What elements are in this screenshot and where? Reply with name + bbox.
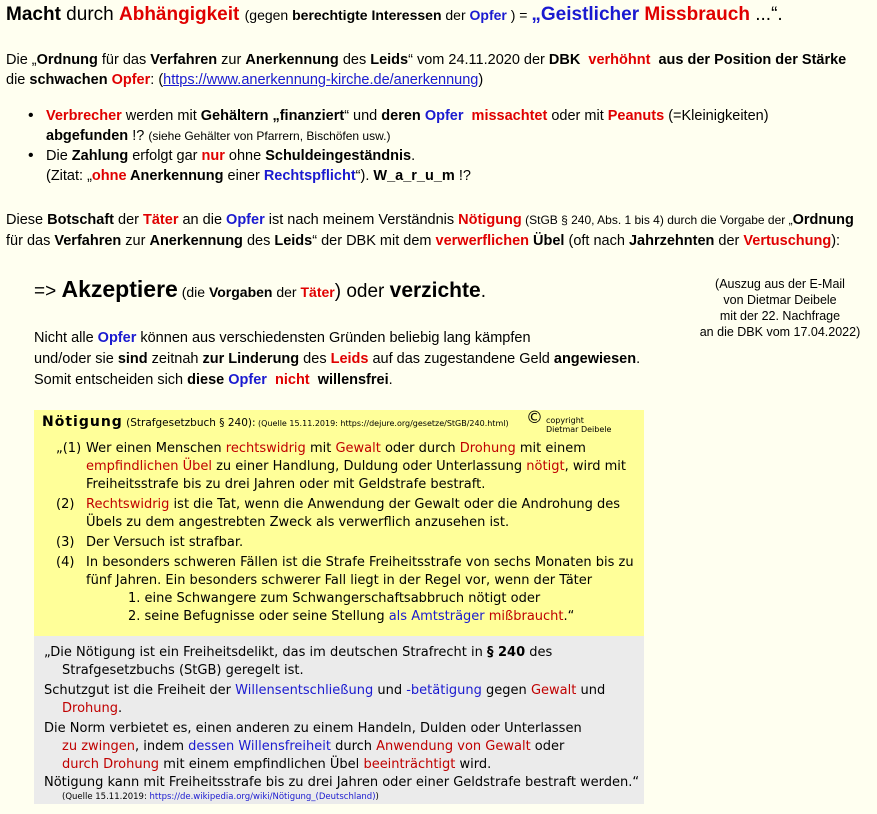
bullet-list [28, 106, 848, 186]
wiki-line-3: Die Norm verbietet es, einen anderen zu einem Handeln, Dulden oder Unterlassen zu zwingen, indem dessen Willensfreiheit durch Anwendung von Gewalt oder durch Drohung mit einem empfindlichen Übel beeinträchtigt wird. [44, 721, 582, 772]
source-note: (Auszug aus der E-Mail von Dietmar Deibele mit der 22. Nachfrage an die DBK vom 17.04.2022) [699, 277, 861, 339]
victims-paragraph: Nicht alle Opfer können aus verschiedensten Gründen beliebig lang kämpfen und/oder sie sind zeitnah zur Linderung des Leids auf das zugestandene Geld angewiesen. Somit entscheiden sich diese Opfer nicht willensfrei. [34, 330, 641, 388]
wikipedia-quote-box [34, 636, 644, 804]
law-paragraph-2: (2) Rechtswidrig ist die Tat, wenn die Anwendung der Gewalt oder die Androhung des Übels zu dem angestrebten Zweck als verwerflich anzusehen ist. [56, 497, 621, 530]
law-paragraph-3: (3) Der Versuch ist strafbar. [56, 535, 244, 550]
copyright-mark: © copyright Dietmar Deibele [526, 408, 612, 434]
intro-paragraph: Die „Ordnung für das Verfahren zur Anerkennung des Leids“ vom 24.11.2020 der DBK verhöhnt aus der Position der Stärke die schwachen Opfer: (https://www.anerkennung-kirche.de/anerkennung) [6, 52, 847, 88]
law-paragraph-4: (4) In besonders schweren Fällen ist die Strafe Freiheitsstrafe von sechs Monaten bis zu fünf Jahren. Ein besonders schwerer Fall liegt in der Regel vor, wenn der Täter 1. eine Schwangere zum Schwangerschaftsabbruch nötigt oder 2. seine Befugnisse oder seine Stellung als Amtsträger mißbraucht.“ [56, 555, 634, 624]
page-title: Macht durch Abhängigkeit (gegen berechtigte Interessen der Opfer ) = „Geistlicher Missbrauch ...“. [6, 4, 783, 25]
wikipedia-link[interactable]: https://de.wikipedia.org/wiki/Nötigung_(Deutschland) [149, 792, 376, 802]
law-heading: Nötigung (Strafgesetzbuch § 240): (Quelle 15.11.2019: https://dejure.org/gesetze/StGB/240.html) [42, 414, 509, 430]
copyright-icon: © [526, 408, 543, 428]
message-paragraph: Diese Botschaft der Täter an die Opfer ist nach meinem Verständnis Nötigung (StGB § 240, Abs. 1 bis 4) durch die Vorgabe der „Ordnung für das Verfahren zur Anerkennung des Leids“ der DBK mit dem verwerflichen Übel (oft nach Jahrzehnten der Vertuschung): [6, 212, 854, 249]
law-paragraph-1: „(1) Wer einen Menschen rechtswidrig mit Gewalt oder durch Drohung mit einem empfindlichen Übel zu einer Handlung, Duldung oder Unterlassung nötigt, wird mit Freiheitsstrafe bis zu drei Jahren oder mit Geldstrafe bestraft. [56, 441, 626, 492]
wiki-line-1: „Die Nötigung ist ein Freiheitsdelikt, das im deutschen Strafrecht in § 240 des Strafgesetzbuchs (StGB) geregelt ist. [44, 645, 553, 678]
list-item: • Verbrecher werden mit Gehältern „finanziert“ und deren Opfer missachtet oder mit Peanuts (=Kleinigkeiten) abgefunden !? (siehe Gehälter von Pfarrern, Bischöfen usw.) [28, 106, 848, 146]
akzeptiere-line: => Akzeptiere (die Vorgaben der Täter) oder verzichte. [34, 276, 486, 302]
title-macht: Macht [6, 4, 61, 25]
wiki-line-4: Nötigung kann mit Freiheitsstrafe bis zu drei Jahren oder einer Geldstrafe bestraft werden.“ (Quelle 15.11.2019: https://de.wikipedia.org/wiki/Nötigung_(Deutschland)) [44, 775, 640, 802]
anerkennung-link[interactable]: https://www.anerkennung-kirche.de/anerkennung [163, 72, 479, 88]
list-item: • Die Zahlung erfolgt gar nur ohne Schuldeingeständnis. (Zitat: „ohne Anerkennung einer Rechtspflicht“). W_a_r_u_m !? [28, 146, 848, 186]
law-box [34, 410, 644, 636]
wiki-line-2: Schutzgut ist die Freiheit der Willensentschließung und -betätigung gegen Gewalt und Drohung. [44, 683, 606, 716]
